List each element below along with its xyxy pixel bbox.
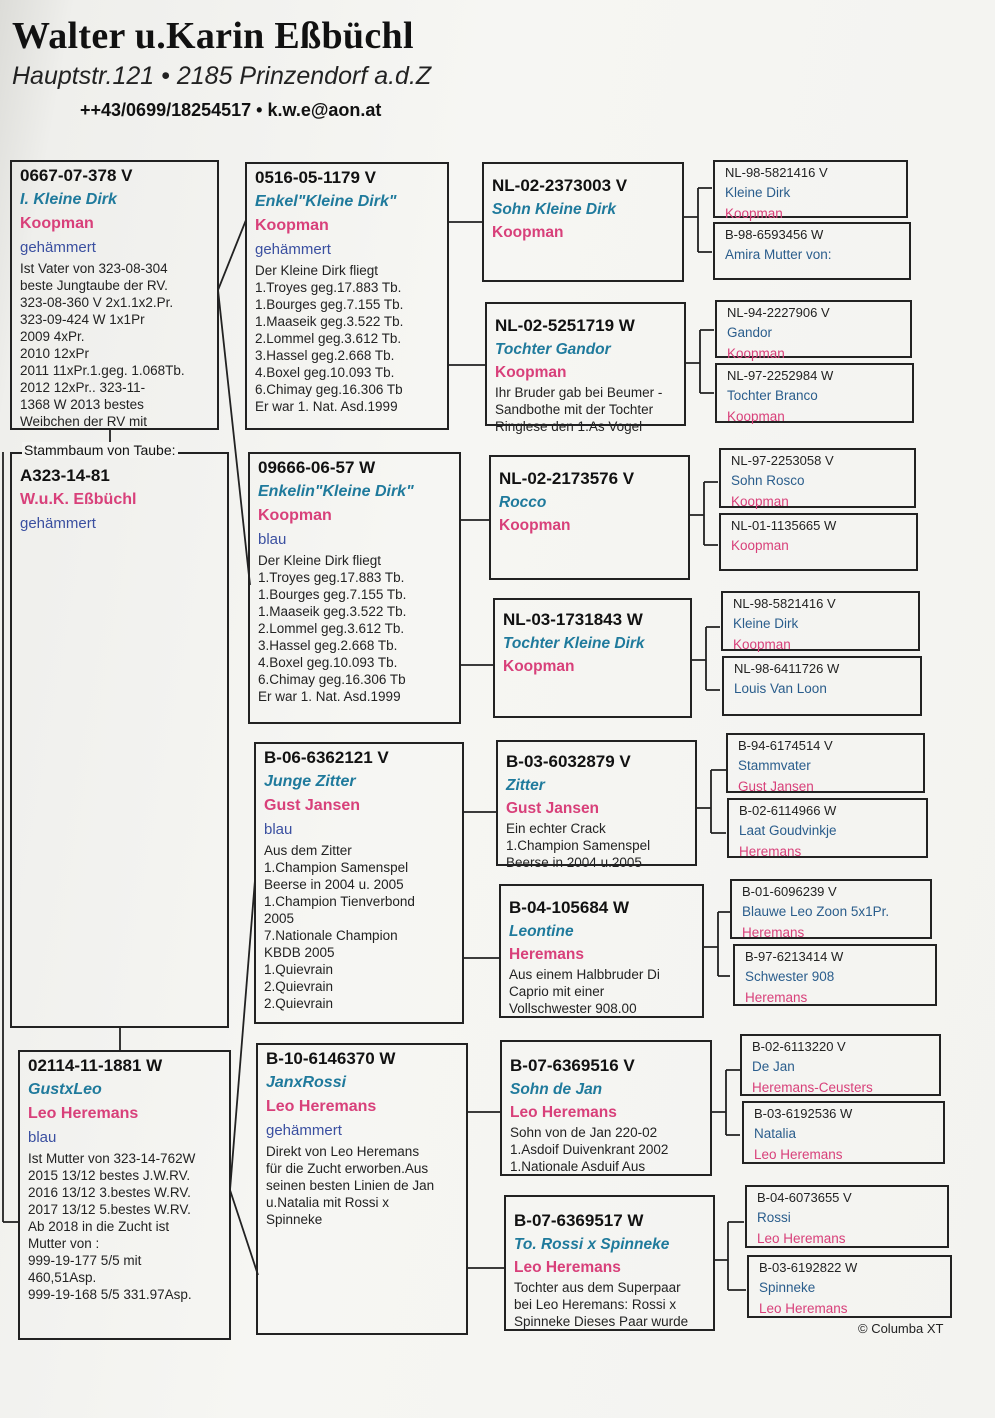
notes-line: 2.Lommel geg.3.612 Tb.	[258, 621, 405, 636]
notes-line: 1.Champion Samenspel	[264, 860, 409, 875]
pigeon-name: Natalia	[754, 1126, 797, 1141]
pigeon-name: Tochter Gandor	[495, 341, 611, 358]
gen4-box	[713, 160, 908, 221]
notes-line: 3.Hassel geg.2.668 Tb.	[255, 348, 395, 363]
breeder: Koopman	[499, 517, 571, 534]
pigeon-name: Rossi	[757, 1210, 791, 1225]
breeder: Koopman	[727, 346, 785, 361]
grandparent-box	[245, 162, 449, 430]
breeder-address: Hauptstr.121 • 2185 Prinzendorf a.d.Z	[12, 62, 432, 90]
breeder: Heremans	[739, 844, 802, 859]
breeder-name: Walter u.Karin Eßbüchl	[12, 15, 414, 57]
ring-number: B-03-6032879 V	[506, 752, 631, 771]
grandparent-box	[248, 452, 461, 724]
notes-line: Mutter von :	[28, 1236, 100, 1251]
notes-line: Ist Vater von 323-08-304	[20, 261, 168, 276]
ring-number: B-04-105684 W	[509, 898, 630, 917]
notes-line: 323-08-360 V 2x1.1x2.Pr.	[20, 295, 174, 310]
notes-line: Er war 1. Nat. Asd.1999	[258, 689, 401, 704]
pigeon-color: blau	[264, 821, 293, 838]
breeder: Leo Heremans	[757, 1231, 846, 1246]
breeder: Leo Heremans	[514, 1259, 621, 1276]
pigeon-name: To. Rossi x Spinneke	[514, 1236, 670, 1253]
notes-line: Tochter aus dem Superpaar	[514, 1280, 681, 1295]
breeder: Koopman	[255, 217, 329, 234]
notes-line: 999-19-168 5/5 331.97Asp.	[28, 1287, 192, 1302]
breeder: Leo Heremans	[759, 1301, 848, 1316]
breeder-contact: ++43/0699/18254517 • k.w.e@aon.at	[80, 100, 382, 120]
notes-line: 1.Nationale Asduif Aus	[510, 1159, 646, 1174]
ring-number: NL-97-2252984 W	[727, 368, 834, 383]
gen4-box	[726, 733, 925, 793]
gen4-box	[727, 798, 928, 858]
notes-line: 2.Lommel geg.3.612 Tb.	[255, 331, 402, 346]
notes-line: 4.Boxel geg.10.093 Tb.	[255, 365, 395, 380]
great-grandparent-box	[504, 1195, 715, 1331]
notes-line: u.Natalia mit Rossi x	[266, 1195, 390, 1210]
pigeon-name: Junge Zitter	[264, 773, 356, 790]
notes-line: 1.Champion Samenspel	[506, 838, 651, 853]
breeder: Leo Heremans	[510, 1104, 617, 1121]
notes-line: 2016 13/12 3.bestes W.RV.	[28, 1185, 191, 1200]
pigeon-name: Rocco	[499, 494, 547, 511]
notes-line: 1.Maaseik geg.3.522 Tb.	[258, 604, 407, 619]
pigeon-name: Schwester 908	[745, 969, 835, 984]
parent-sire-box	[10, 160, 219, 430]
pigeon-name: Kleine Dirk	[733, 616, 799, 631]
pigeon-color: gehämmert	[20, 239, 96, 256]
ring-number: B-94-6174514 V	[738, 738, 833, 753]
copyright-notice: © Columba XT	[858, 1321, 944, 1336]
ring-number: 09666-06-57 W	[258, 458, 376, 477]
pigeon-color: gehämmert	[266, 1122, 342, 1139]
notes-line: 2017 13/12 5.bestes W.RV.	[28, 1202, 191, 1217]
breeder: Koopman	[20, 215, 94, 232]
pigeon-name: GustxLeo	[28, 1081, 102, 1098]
breeder: Koopman	[725, 206, 783, 221]
breeder: Koopman	[731, 494, 789, 509]
ring-number: NL-03-1731843 W	[503, 610, 643, 629]
notes-line: Ringlese den 1.As Vogel	[495, 419, 643, 434]
ring-number: B-01-6096239 V	[742, 884, 837, 899]
great-grandparent-box	[482, 162, 684, 282]
notes-line: Der Kleine Dirk fliegt	[255, 263, 379, 278]
gen4-box	[722, 656, 922, 716]
pigeon-name: Sohn de Jan	[510, 1081, 603, 1098]
gen4-box	[742, 1101, 945, 1164]
breeder: Koopman	[492, 224, 564, 241]
pigeon-name: Sohn Rosco	[731, 473, 805, 488]
breeder: Gust Jansen	[264, 797, 361, 814]
pigeon-name: Spinneke	[759, 1280, 816, 1295]
notes-line: Der Kleine Dirk fliegt	[258, 553, 382, 568]
notes-line: 1.Troyes geg.17.883 Tb.	[258, 570, 405, 585]
notes-line: beste Jungtaube der RV.	[20, 278, 168, 293]
parent-dam-box	[18, 1050, 231, 1340]
ring-number: B-10-6146370 W	[266, 1049, 396, 1068]
notes-line: Beerse in 2004 u. 2005	[264, 877, 404, 892]
gen4-box	[721, 591, 920, 651]
ring-number: NL-98-5821416 V	[733, 596, 836, 611]
pigeon-name: Enkel"Kleine Dirk"	[255, 193, 397, 210]
notes-line: Sandbothe mit der Tochter	[495, 402, 654, 417]
notes-line: 3.Hassel geg.2.668 Tb.	[258, 638, 398, 653]
gen4-box	[719, 513, 918, 571]
notes-line: Spinneke	[266, 1212, 323, 1227]
notes-line: 1.Bourges geg.7.155 Tb.	[258, 587, 407, 602]
breeder: Heremans-Ceusters	[752, 1080, 873, 1095]
breeder: Leo Heremans	[28, 1105, 139, 1122]
notes-line: 2015 13/12 bestes J.W.RV.	[28, 1168, 191, 1183]
notes-line: 2009 4xPr.	[20, 329, 85, 344]
ring-number: B-02-6113220 V	[752, 1039, 846, 1054]
ring-number: B-97-6213414 W	[745, 949, 844, 964]
notes-line: 1.Maaseik geg.3.522 Tb.	[255, 314, 404, 329]
pigeon-color: blau	[28, 1129, 57, 1146]
notes-line: Direkt von Leo Heremans	[266, 1144, 420, 1159]
notes-line: Ihr Bruder gab bei Beumer -	[495, 385, 663, 400]
breeder: Koopman	[727, 409, 785, 424]
pigeon-color: gehämmert	[20, 515, 96, 532]
breeder: Leo Heremans	[266, 1098, 377, 1115]
pigeon-name: Kleine Dirk	[725, 185, 791, 200]
gen4-box	[715, 300, 912, 361]
notes-line: Ist Mutter von 323-14-762W	[28, 1151, 196, 1166]
notes-line: für die Zucht erworben.Aus	[266, 1161, 429, 1176]
ring-number: NL-98-6411726 W	[734, 661, 840, 676]
notes-line: 6.Chimay geg.16.306 Tb	[258, 672, 406, 687]
notes-line: 1368 W 2013 bestes	[20, 397, 144, 412]
ring-number: NL-98-5821416 V	[725, 165, 828, 180]
breeder: Heremans	[745, 990, 808, 1005]
gen4-box	[730, 879, 932, 939]
notes-line: 2.Quievrain	[264, 979, 334, 994]
notes-line: Vollschwester 908.00	[509, 1001, 637, 1016]
notes-line: 7.Nationale Champion	[264, 928, 398, 943]
breeder: Heremans	[509, 946, 584, 963]
pigeon-name: Enkelin"Kleine Dirk"	[258, 483, 414, 500]
notes-line: 2012 12xPr.. 323-11-	[20, 380, 146, 395]
breeder: Koopman	[731, 538, 789, 553]
great-grandparent-box	[499, 884, 704, 1018]
pigeon-name: Zitter	[506, 777, 545, 794]
notes-line: 999-19-177 5/5 mit	[28, 1253, 142, 1268]
notes-line: 6.Chimay geg.16.306 Tb	[255, 382, 403, 397]
notes-line: Aus einem Halbbruder Di	[509, 967, 660, 982]
gen4-box	[719, 448, 916, 508]
gen4-box	[747, 1255, 952, 1318]
pigeon-name: I. Kleine Dirk	[20, 191, 117, 208]
great-grandparent-box	[496, 740, 697, 870]
pigeon-name: Amira Mutter von:	[725, 247, 832, 262]
gen4-box	[733, 944, 937, 1006]
breeder: Koopman	[733, 637, 791, 652]
notes-line: 2010 12xPr	[20, 346, 90, 361]
pigeon-name: Tochter Kleine Dirk	[503, 635, 645, 652]
breeder: Heremans	[742, 925, 805, 940]
gen4-box	[740, 1034, 941, 1096]
ring-number: B-03-6192536 W	[754, 1106, 853, 1121]
ring-number: NL-02-5251719 W	[495, 316, 635, 335]
gen4-box	[713, 222, 911, 280]
breeder: Gust Jansen	[506, 800, 600, 817]
notes-line: Spinneke Dieses Paar wurde	[514, 1314, 689, 1329]
pigeon-name: Louis Van Loon	[734, 681, 827, 696]
ring-number: B-02-6114966 W	[739, 803, 837, 818]
ring-number: B-07-6369516 V	[510, 1056, 635, 1075]
ring-number: B-07-6369517 W	[514, 1211, 644, 1230]
ring-number: 0667-07-378 V	[20, 166, 133, 185]
notes-line: 2005	[264, 911, 295, 926]
notes-line: Aus dem Zitter	[264, 843, 352, 858]
notes-line: KBDB 2005	[264, 945, 335, 960]
great-grandparent-box	[489, 455, 690, 580]
pigeon-color: blau	[258, 531, 287, 548]
pigeon-color: gehämmert	[255, 241, 331, 258]
pigeon-name: Tochter Branco	[727, 388, 818, 403]
breeder: Koopman	[503, 658, 575, 675]
grandparent-box	[254, 742, 464, 1024]
notes-line: 1.Troyes geg.17.883 Tb.	[255, 280, 402, 295]
notes-line: Weibchen der RV mit	[20, 414, 148, 429]
ring-number: NL-02-2173576 V	[499, 469, 635, 488]
gen4-box	[745, 1185, 949, 1248]
pigeon-name: Leontine	[509, 923, 574, 940]
breeder: Leo Heremans	[754, 1147, 843, 1162]
notes-line: Sohn von de Jan 220-02	[510, 1125, 658, 1140]
breeder: W.u.K. Eßbüchl	[20, 491, 137, 508]
notes-line: 1.Quievrain	[264, 962, 334, 977]
notes-line: 323-09-424 W 1x1Pr	[20, 312, 145, 327]
notes-line: Caprio mit einer	[509, 984, 605, 999]
notes-line: bei Leo Heremans: Rossi x	[514, 1297, 677, 1312]
pedigree-label: Stammbaum von Taube:	[24, 442, 176, 458]
notes-line: 4.Boxel geg.10.093 Tb.	[258, 655, 398, 670]
ring-number: B-06-6362121 V	[264, 748, 389, 767]
great-grandparent-box	[500, 1040, 712, 1176]
pigeon-name: Sohn Kleine Dirk	[492, 201, 617, 218]
breeder: Koopman	[495, 364, 567, 381]
pigeon-name: Gandor	[727, 325, 773, 340]
notes-line: 2.Quievrain	[264, 996, 334, 1011]
great-grandparent-box	[485, 302, 686, 434]
notes-line: Ab 2018 in die Zucht ist	[28, 1219, 170, 1234]
ring-number: B-04-6073655 V	[757, 1190, 852, 1205]
pigeon-name: JanxRossi	[266, 1074, 347, 1091]
notes-line: Ein echter Crack	[506, 821, 606, 836]
pigeon-name: Stammvater	[738, 758, 811, 773]
ring-number: B-98-6593456 W	[725, 227, 824, 242]
notes-line: 1.Asdoif Duivenkrant 2002	[510, 1142, 669, 1157]
ring-number: NL-97-2253058 V	[731, 453, 834, 468]
grandparent-box	[256, 1043, 468, 1335]
notes-line: 1.Champion Tienverbond	[264, 894, 415, 909]
ring-number: NL-02-2373003 V	[492, 176, 628, 195]
ring-number: NL-01-1135665 W	[731, 518, 837, 533]
notes-line: 1.Bourges geg.7.155 Tb.	[255, 297, 404, 312]
ring-number: NL-94-2227906 V	[727, 305, 830, 320]
ring-number: A323-14-81	[20, 466, 110, 485]
notes-line: 460,51Asp.	[28, 1270, 97, 1285]
subject-pigeon-box	[10, 452, 229, 1028]
gen4-box	[715, 363, 914, 423]
breeder: Koopman	[258, 507, 332, 524]
pigeon-name: Blauwe Leo Zoon 5x1Pr.	[742, 904, 890, 919]
pigeon-name: Laat Goudvinkje	[739, 823, 837, 838]
ring-number: 0516-05-1179 V	[255, 168, 376, 187]
notes-line: seinen besten Linien de Jan	[266, 1178, 435, 1193]
breeder: Gust Jansen	[738, 779, 814, 794]
notes-line: 2011 11xPr.1.geg. 1.068Tb.	[20, 363, 185, 378]
notes-line: Er war 1. Nat. Asd.1999	[255, 399, 398, 414]
notes-line: Beerse in 2004 u.2005	[506, 855, 642, 870]
ring-number: 02114-11-1881 W	[28, 1056, 163, 1075]
ring-number: B-03-6192822 W	[759, 1260, 858, 1275]
pigeon-name: De Jan	[752, 1059, 795, 1074]
great-grandparent-box	[493, 598, 692, 718]
